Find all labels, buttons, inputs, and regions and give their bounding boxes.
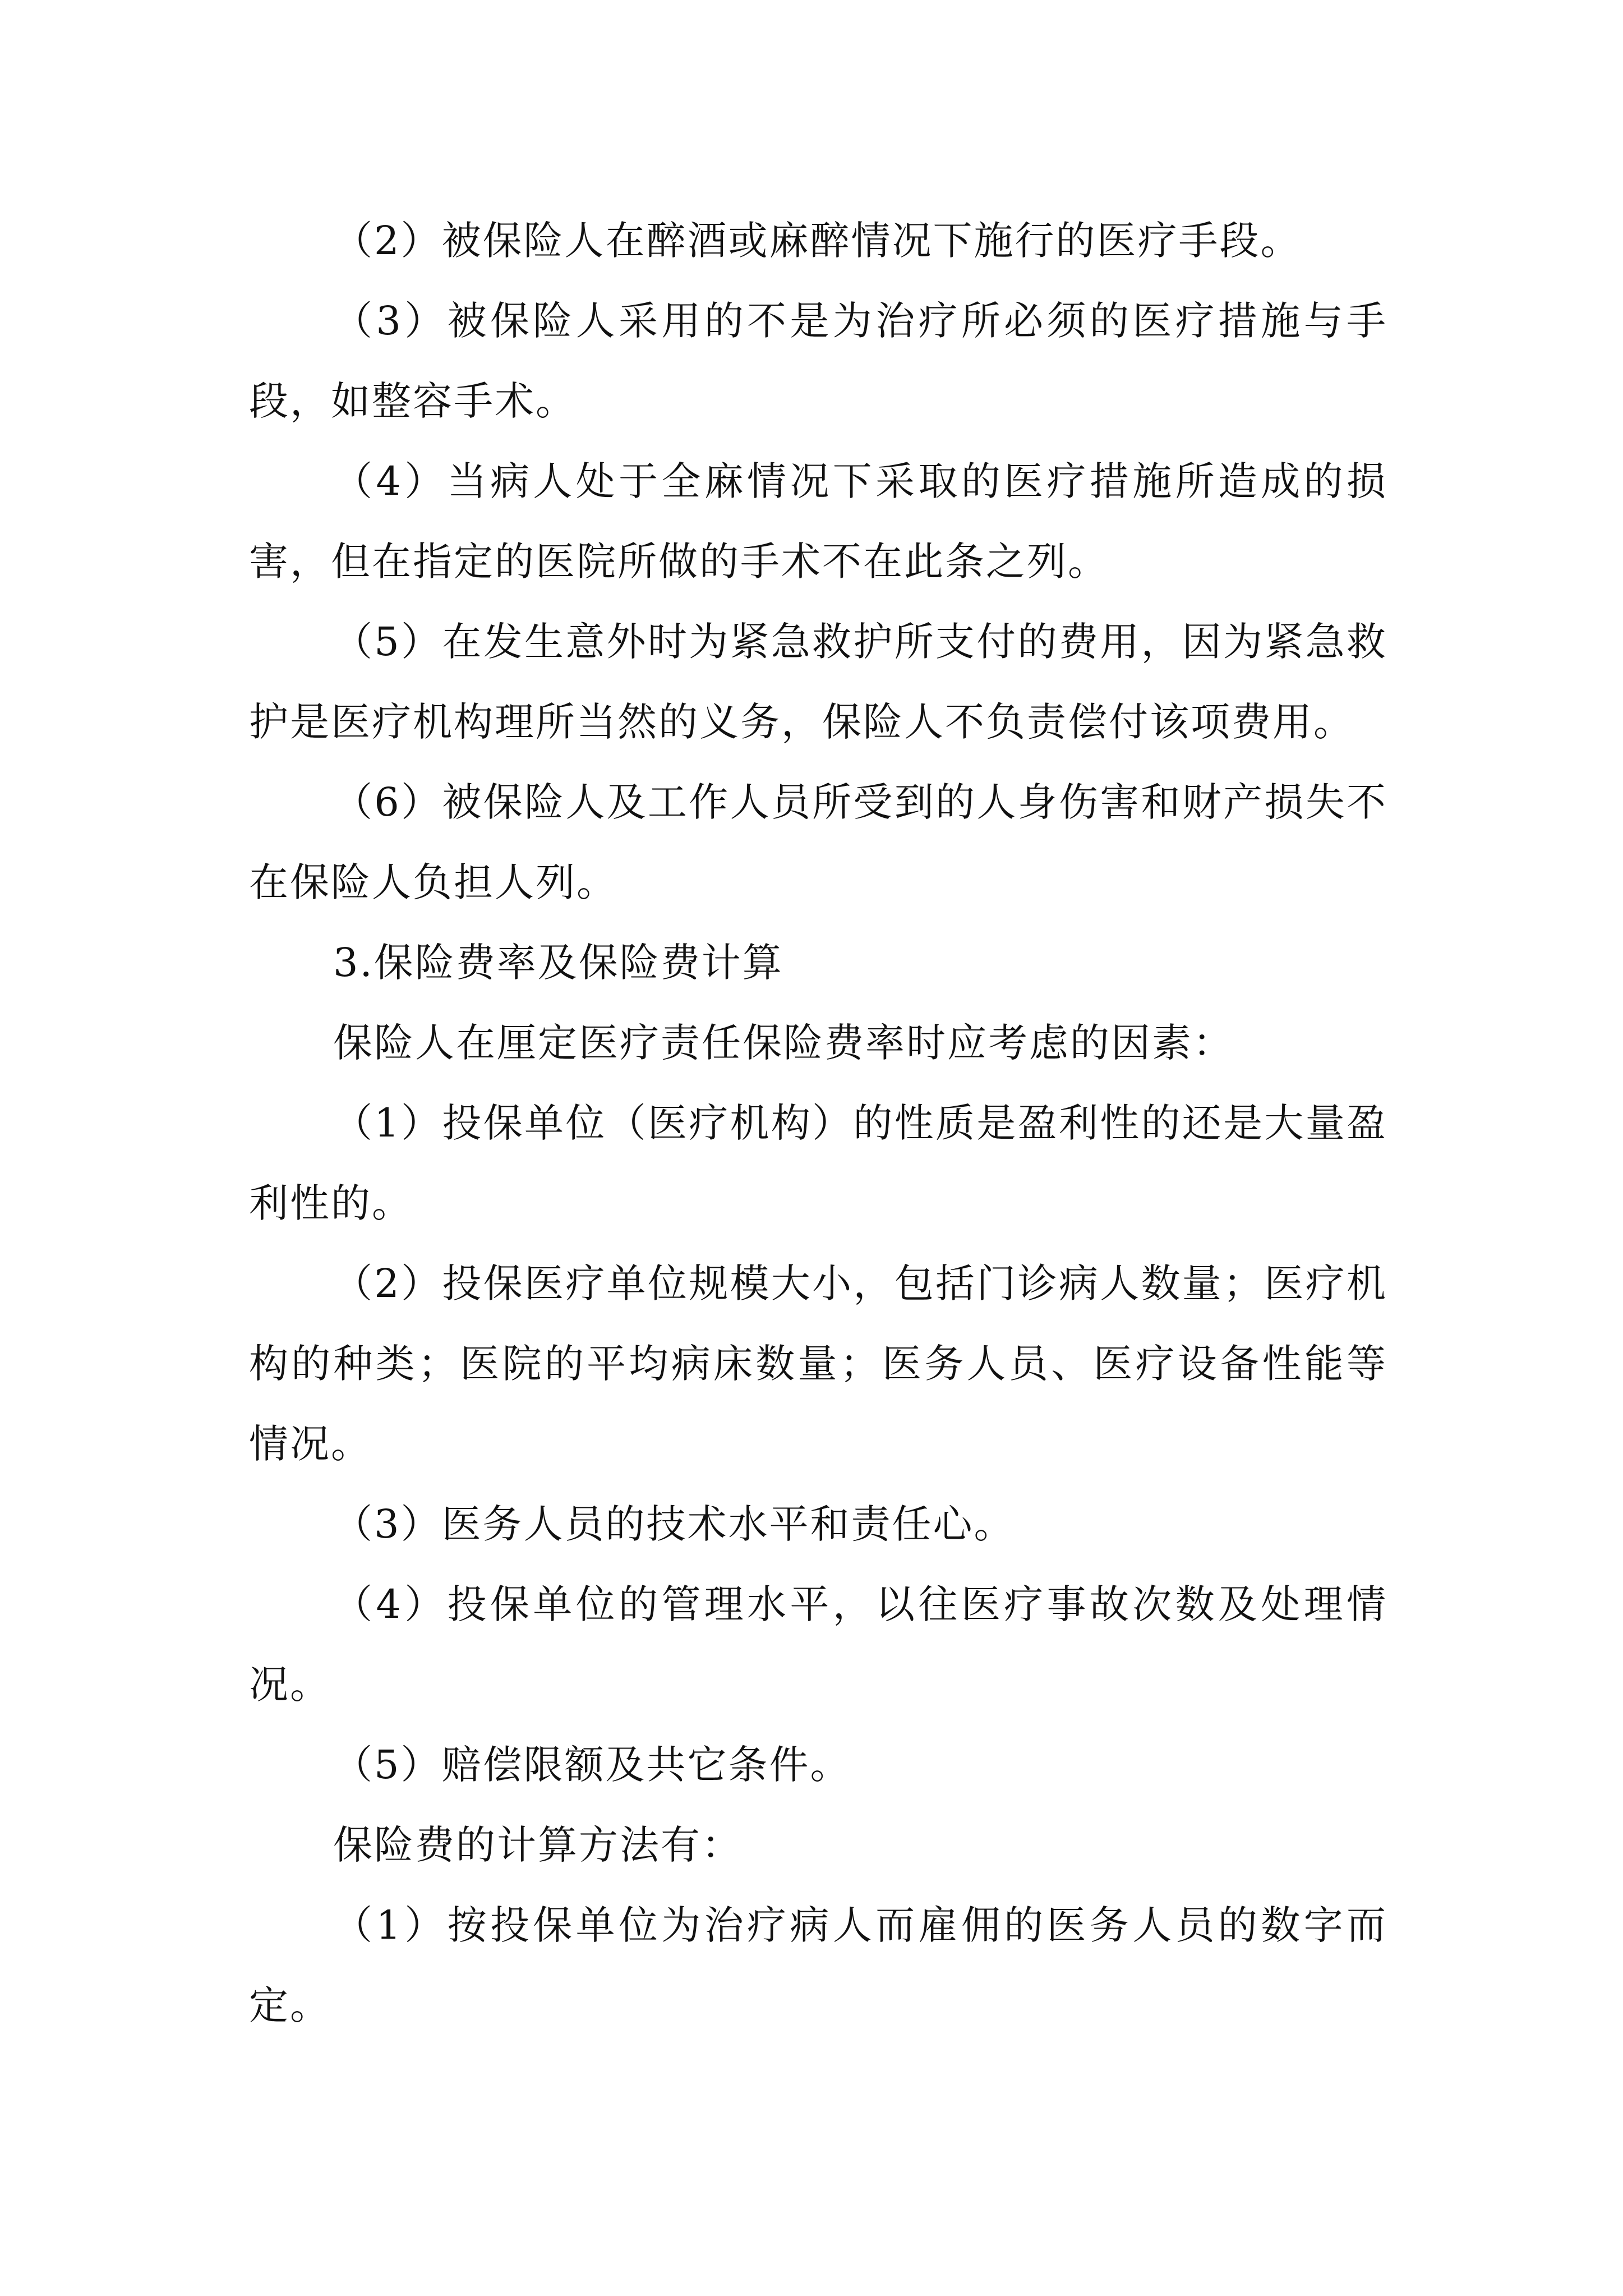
paragraph-factor-4: （4）投保单位的管理水平，以往医疗事故次数及处理情况。	[249, 1581, 1387, 1708]
paragraph-exclusion-6: （6）被保险人及工作人员所受到的人身伤害和财产损失不在保险人负担人列。	[249, 779, 1387, 905]
paragraph-exclusion-4: （4）当病人处于全麻情况下采取的医疗措施所造成的损害，但在指定的医院所做的手术不在此条之列。	[249, 458, 1387, 585]
paragraph-calc-methods-intro: 保险费的计算方法有：	[333, 1822, 743, 1868]
section-heading: 3.保险费率及保险费计算	[333, 940, 783, 986]
paragraph-calc-method-1: （1）按投保单位为治疗病人而雇佣的医务人员的数字而定。	[249, 1902, 1387, 2028]
document-body	[249, 201, 1387, 2046]
paragraph-factor-3: （3）医务人员的技术水平和责任心。	[333, 1501, 1015, 1547]
paragraph-exclusion-2: （2）被保险人在醉酒或麻醉情况下施行的医疗手段。	[333, 218, 1302, 264]
paragraph-factor-2: （2）投保医疗单位规模大小，包括门诊病人数量；医疗机构的种类；医院的平均病床数量；医务人员、医疗设备性能等情况。	[249, 1260, 1387, 1467]
paragraph-exclusion-3: （3）被保险人采用的不是为治疗所必须的医疗措施与手段，如整容手术。	[249, 298, 1387, 424]
paragraph-exclusion-5: （5）在发生意外时为紧急救护所支付的费用，因为紧急救护是医疗机构理所当然的义务，保险人不负责偿付该项费用。	[249, 619, 1387, 745]
paragraph-rate-factors-intro: 保险人在厘定医疗责任保险费率时应考虑的因素：	[333, 1020, 1234, 1066]
paragraph-factor-1: （1）投保单位（医疗机构）的性质是盈利性的还是大量盈利性的。	[249, 1100, 1387, 1226]
paragraph-factor-5: （5）赔偿限额及共它条件。	[333, 1742, 851, 1788]
